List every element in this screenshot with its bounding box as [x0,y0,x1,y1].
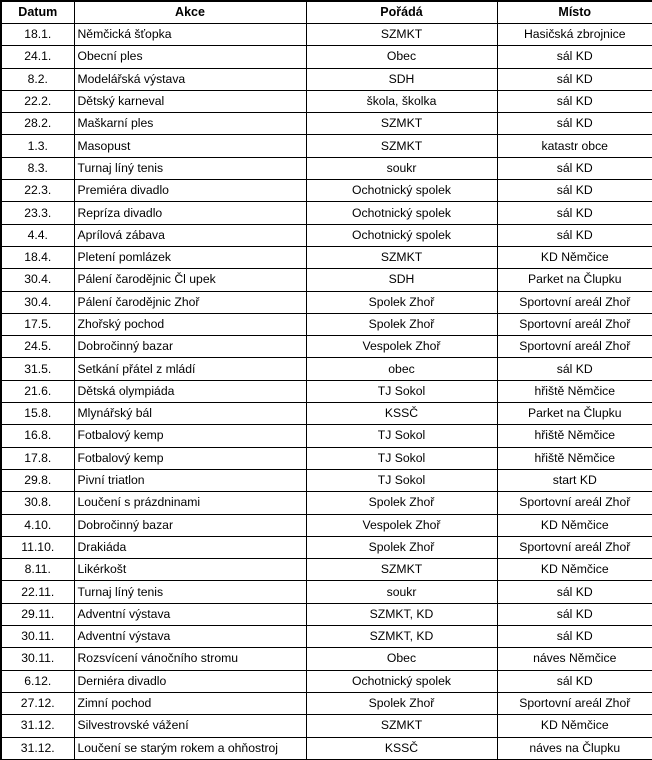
cell-misto: KD Němčice [497,559,652,581]
cell-akce: Zimní pochod [74,692,306,714]
cell-misto: sál KD [497,224,652,246]
table-row [1,291,652,313]
cell-porada: SZMKT, KD [306,603,497,625]
cell-datum: 22.2. [1,90,74,112]
cell-misto: Parket na Člupku [497,269,652,291]
cell-porada: Spolek Zhoř [306,536,497,558]
cell-misto: sál KD [497,180,652,202]
cell-datum: 8.3. [1,157,74,179]
cell-datum: 16.8. [1,425,74,447]
cell-akce: Adventní výstava [74,603,306,625]
table-row [1,559,652,581]
cell-porada: SZMKT [306,715,497,737]
cell-misto: Sportovní areál Zhoř [497,492,652,514]
cell-porada: SZMKT [306,113,497,135]
cell-misto: Sportovní areál Zhoř [497,291,652,313]
cell-datum: 18.1. [1,24,74,46]
header-misto: Místo [497,1,652,24]
header-datum: Datum [1,1,74,24]
cell-akce: Turnaj líný tenis [74,581,306,603]
cell-porada: KSSČ [306,737,497,759]
cell-datum: 4.10. [1,514,74,536]
cell-porada: KSSČ [306,403,497,425]
cell-misto: sál KD [497,90,652,112]
cell-akce: Loučení se starým rokem a ohňostroj [74,737,306,759]
cell-misto: katastr obce [497,135,652,157]
cell-misto: KD Němčice [497,514,652,536]
cell-akce: Loučení s prázdninami [74,492,306,514]
cell-datum: 24.5. [1,336,74,358]
cell-misto: náves na Člupku [497,737,652,759]
table-row [1,246,652,268]
cell-porada: Obec [306,648,497,670]
table-row [1,737,652,759]
cell-datum: 23.3. [1,202,74,224]
cell-porada: SZMKT [306,559,497,581]
table-row [1,358,652,380]
cell-datum: 30.4. [1,269,74,291]
table-row [1,135,652,157]
table-row [1,670,652,692]
cell-datum: 31.5. [1,358,74,380]
cell-akce: Rozsvícení vánočního stromu [74,648,306,670]
table-row [1,180,652,202]
cell-datum: 31.12. [1,715,74,737]
cell-akce: Derniéra divadlo [74,670,306,692]
table-row [1,313,652,335]
cell-misto: start KD [497,469,652,491]
cell-porada: Vespolek Zhoř [306,336,497,358]
cell-datum: 21.6. [1,380,74,402]
cell-akce: Masopust [74,135,306,157]
table-row [1,157,652,179]
cell-akce: Mlynářský bál [74,403,306,425]
cell-porada: Ochotnický spolek [306,180,497,202]
table-row [1,202,652,224]
cell-porada: Spolek Zhoř [306,313,497,335]
table-row [1,447,652,469]
cell-porada: SDH [306,269,497,291]
cell-misto: sál KD [497,68,652,90]
cell-misto: sál KD [497,626,652,648]
table-row [1,46,652,68]
cell-datum: 6.12. [1,670,74,692]
cell-datum: 30.8. [1,492,74,514]
cell-porada: škola, školka [306,90,497,112]
cell-akce: Pálení čarodějnic Čl upek [74,269,306,291]
cell-akce: Obecní ples [74,46,306,68]
cell-datum: 18.4. [1,246,74,268]
cell-datum: 30.11. [1,648,74,670]
cell-datum: 29.11. [1,603,74,625]
cell-akce: Silvestrovské vážení [74,715,306,737]
table-row [1,403,652,425]
cell-datum: 24.1. [1,46,74,68]
header-porada: Pořádá [306,1,497,24]
cell-akce: Zhořský pochod [74,313,306,335]
cell-akce: Repríza divadlo [74,202,306,224]
cell-datum: 28.2. [1,113,74,135]
cell-akce: Turnaj líný tenis [74,157,306,179]
table-row [1,536,652,558]
cell-datum: 8.2. [1,68,74,90]
cell-porada: SZMKT [306,24,497,46]
table-row [1,425,652,447]
cell-misto: sál KD [497,202,652,224]
cell-datum: 15.8. [1,403,74,425]
table-row [1,715,652,737]
table-row [1,648,652,670]
table-row [1,224,652,246]
cell-porada: SDH [306,68,497,90]
cell-datum: 4.4. [1,224,74,246]
cell-porada: SZMKT [306,246,497,268]
cell-datum: 29.8. [1,469,74,491]
cell-misto: sál KD [497,670,652,692]
table-row [1,90,652,112]
cell-porada: Spolek Zhoř [306,692,497,714]
cell-akce: Fotbalový kemp [74,425,306,447]
cell-porada: Obec [306,46,497,68]
cell-datum: 31.12. [1,737,74,759]
cell-misto: sál KD [497,46,652,68]
cell-porada: TJ Sokol [306,380,497,402]
cell-misto: Hasičská zbrojnice [497,24,652,46]
table-row [1,380,652,402]
cell-misto: náves Němčice [497,648,652,670]
cell-akce: Dobročinný bazar [74,514,306,536]
cell-porada: SZMKT [306,135,497,157]
cell-datum: 30.4. [1,291,74,313]
cell-porada: Spolek Zhoř [306,291,497,313]
cell-akce: Drakiáda [74,536,306,558]
cell-porada: Ochotnický spolek [306,202,497,224]
header-row [1,1,652,24]
cell-porada: soukr [306,581,497,603]
cell-akce: Pálení čarodějnic Zhoř [74,291,306,313]
cell-misto: Sportovní areál Zhoř [497,313,652,335]
cell-misto: sál KD [497,358,652,380]
cell-akce: Dětská olympiáda [74,380,306,402]
cell-porada: Ochotnický spolek [306,670,497,692]
cell-misto: sál KD [497,603,652,625]
table-row [1,269,652,291]
header-akce: Akce [74,1,306,24]
cell-datum: 11.10. [1,536,74,558]
table-row [1,336,652,358]
table-row [1,492,652,514]
cell-misto: sál KD [497,113,652,135]
cell-akce: Němčická šťopka [74,24,306,46]
cell-misto: Sportovní areál Zhoř [497,336,652,358]
cell-misto: sál KD [497,581,652,603]
cell-porada: soukr [306,157,497,179]
cell-datum: 22.11. [1,581,74,603]
cell-datum: 1.3. [1,135,74,157]
cell-akce: Premiéra divadlo [74,180,306,202]
cell-porada: obec [306,358,497,380]
cell-misto: hřiště Němčice [497,425,652,447]
cell-porada: TJ Sokol [306,425,497,447]
cell-misto: hřiště Němčice [497,447,652,469]
table-row [1,514,652,536]
cell-porada: TJ Sokol [306,447,497,469]
cell-misto: Parket na Člupku [497,403,652,425]
cell-akce: Fotbalový kemp [74,447,306,469]
cell-akce: Modelářská výstava [74,68,306,90]
cell-datum: 22.3. [1,180,74,202]
cell-akce: Maškarní ples [74,113,306,135]
cell-datum: 8.11. [1,559,74,581]
cell-akce: Pletení pomlázek [74,246,306,268]
cell-porada: TJ Sokol [306,469,497,491]
cell-datum: 27.12. [1,692,74,714]
cell-porada: Ochotnický spolek [306,224,497,246]
cell-akce: Setkání přátel z mládí [74,358,306,380]
cell-porada: SZMKT, KD [306,626,497,648]
table-row [1,626,652,648]
cell-misto: Sportovní areál Zhoř [497,692,652,714]
cell-akce: Adventní výstava [74,626,306,648]
cell-misto: hřiště Němčice [497,380,652,402]
cell-porada: Spolek Zhoř [306,492,497,514]
table-row [1,68,652,90]
table-row [1,24,652,46]
cell-misto: KD Němčice [497,246,652,268]
cell-akce: Pivní triatlon [74,469,306,491]
cell-misto: KD Němčice [497,715,652,737]
cell-datum: 17.5. [1,313,74,335]
table-row [1,469,652,491]
table-row [1,603,652,625]
cell-akce: Aprílová zábava [74,224,306,246]
cell-misto: Sportovní areál Zhoř [497,536,652,558]
cell-akce: Dětský karneval [74,90,306,112]
cell-datum: 17.8. [1,447,74,469]
table-row [1,113,652,135]
cell-misto: sál KD [497,157,652,179]
cell-porada: Vespolek Zhoř [306,514,497,536]
table-row [1,581,652,603]
cell-akce: Likérkošt [74,559,306,581]
cell-datum: 30.11. [1,626,74,648]
cell-akce: Dobročinný bazar [74,336,306,358]
table-row [1,692,652,714]
